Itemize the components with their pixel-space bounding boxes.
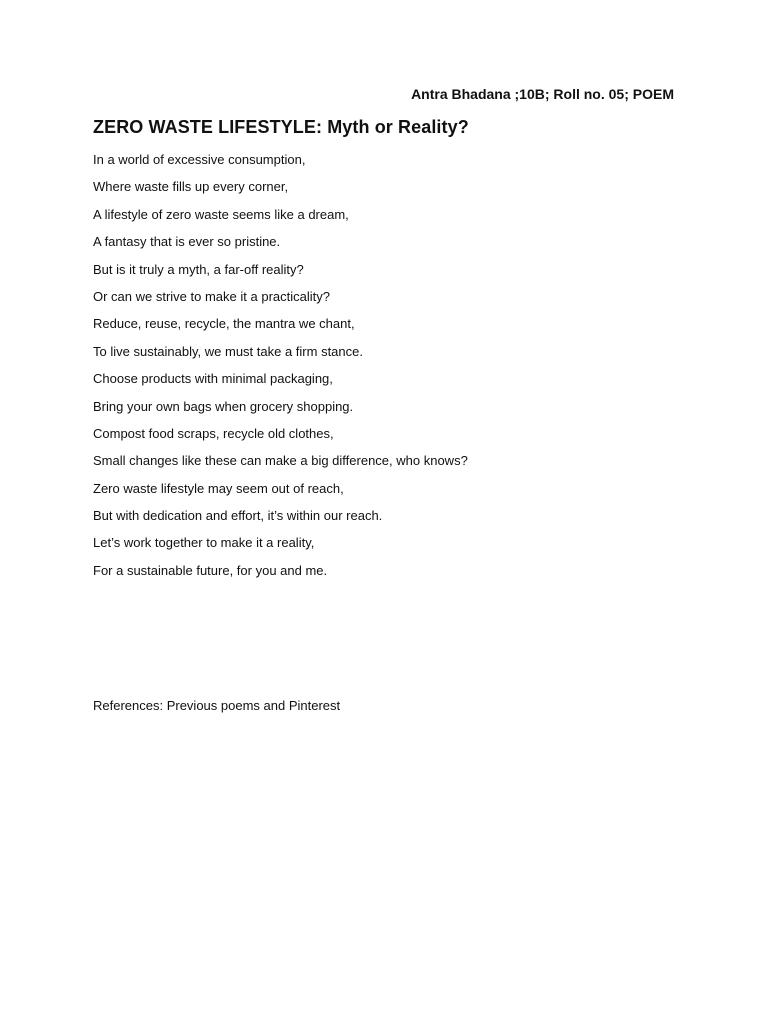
poem-line: Zero waste lifestyle may seem out of reach, [93,480,344,496]
poem-line: Let’s work together to make it a reality, [93,535,315,551]
poem-title: ZERO WASTE LIFESTYLE: Myth or Reality? [93,117,469,137]
poem-line: Choose products with minimal packaging, [93,371,333,387]
poem-line: Reduce, reuse, recycle, the mantra we chant, [93,316,355,332]
poem-body [93,151,468,589]
author-info-line: Antra Bhadana ;10B; Roll no. 05; POEM [411,86,674,102]
references-note: References: Previous poems and Pinterest [93,698,341,713]
poem-line: A lifestyle of zero waste seems like a dream, [93,206,349,222]
poem-line: But is it truly a myth, a far-off reality? [93,261,304,277]
poem-line: Bring your own bags when grocery shopping. [93,398,354,414]
poem-line: Compost food scraps, recycle old clothes, [93,425,334,441]
poem-line: For a sustainable future, for you and me. [93,562,328,578]
poem-line: Or can we strive to make it a practicality? [93,288,330,304]
poem-line: In a world of excessive consumption, [93,152,306,167]
poem-line: A fantasy that is ever so pristine. [93,234,281,250]
poem-line: Small changes like these can make a big difference, who knows? [93,453,468,469]
poem-line: But with dedication and effort, it’s within our reach. [93,508,383,524]
poem-line: Where waste fills up every corner, [93,179,289,195]
poem-line: To live sustainably, we must take a firm stance. [93,343,363,359]
